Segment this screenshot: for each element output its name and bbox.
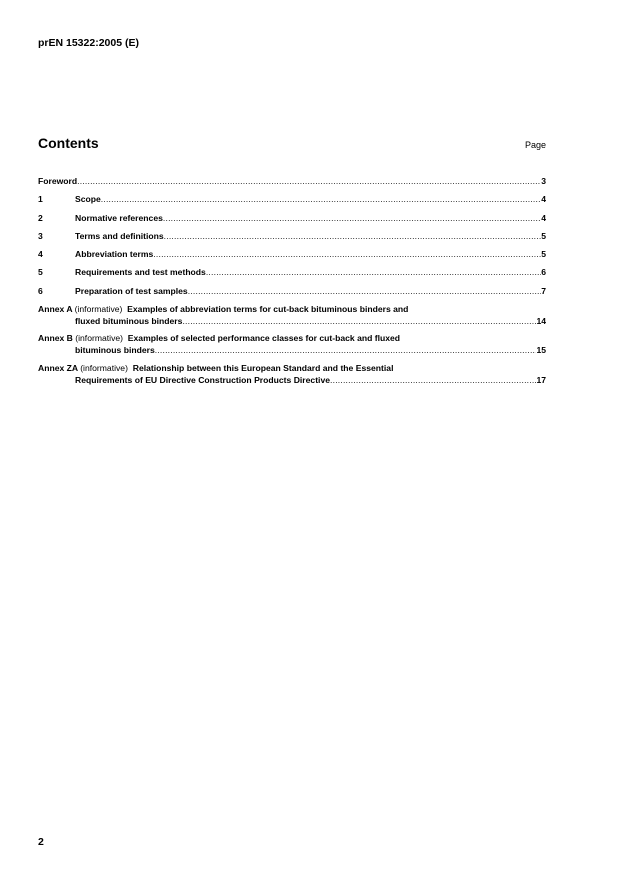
toc-entry-annex-za[interactable]: [38, 362, 546, 386]
leader-dots: [77, 175, 541, 188]
toc-entry-title: Normative references: [75, 212, 163, 223]
toc-entry-page: 7: [541, 285, 546, 296]
annex-label: Annex ZA: [38, 362, 78, 373]
leader-dots: [206, 266, 541, 279]
toc-entry-page: 6: [541, 267, 546, 278]
leader-dots: [153, 248, 541, 261]
annex-informative-note: (informative): [74, 304, 123, 315]
contents-title: Contents: [38, 135, 99, 151]
annex-informative-note: (informative): [75, 333, 124, 344]
toc-entry-abbreviation-terms[interactable]: [38, 248, 546, 261]
toc-entry-foreword[interactable]: [38, 175, 546, 188]
annex-title-line2: Requirements of EU Directive Construction Products Directive: [75, 374, 331, 385]
toc-entry-title: Preparation of test samples: [75, 285, 188, 296]
toc-entry-number: 4: [38, 249, 43, 260]
annex-title-line1: Examples of selected performance classes for cut-back and fluxed: [127, 333, 401, 344]
annex-title-line2: fluxed bituminous binders: [75, 316, 183, 327]
toc-entry-title: Foreword: [38, 176, 78, 186]
annex-informative-note: (informative): [80, 362, 128, 373]
toc-entry-number: 1: [38, 194, 43, 205]
toc-entry-page: 15: [536, 345, 546, 356]
toc-entry-title: Scope: [75, 194, 101, 205]
annex-title-line1: Relationship between this European Standard and the Essential: [132, 362, 394, 373]
toc-entry-page: 14: [536, 316, 546, 327]
leader-dots: [182, 315, 536, 327]
annex-title-line1: Examples of abbreviation terms for cut-back bituminous binders and: [127, 304, 409, 315]
toc-entry-page: 5: [541, 249, 546, 260]
toc-entry-page: 17: [536, 374, 546, 385]
toc-entry-scope[interactable]: [38, 193, 546, 206]
annex-label: Annex B: [38, 333, 73, 344]
leader-dots: [188, 285, 542, 298]
contents-header: [38, 135, 546, 151]
toc-entry-page: 4: [541, 194, 546, 205]
toc-entry-title: Abbreviation terms: [75, 249, 154, 260]
toc-entry-number: 6: [38, 285, 43, 296]
toc-entry-title: Terms and definitions: [75, 230, 164, 241]
toc-entry-number: 5: [38, 267, 43, 278]
leader-dots: [163, 212, 541, 225]
annex-label: Annex A: [38, 304, 73, 315]
toc-entry-number: 2: [38, 212, 43, 223]
toc-entry-number: 3: [38, 230, 43, 241]
leader-dots: [101, 193, 541, 206]
document-identifier: prEN 15322:2005 (E): [38, 37, 139, 49]
toc-entry-page: 3: [541, 176, 546, 186]
toc-entry-annex-a[interactable]: [38, 303, 546, 327]
annex-title-line2: bituminous binders: [75, 345, 155, 356]
table-of-contents: [38, 175, 546, 391]
toc-entry-title: Requirements and test methods: [75, 267, 206, 278]
toc-entry-normative-references[interactable]: [38, 212, 546, 225]
page-column-label: Page: [524, 140, 546, 150]
leader-dots: [330, 374, 536, 386]
leader-dots: [164, 230, 542, 243]
toc-entry-requirements-and-test-methods[interactable]: [38, 266, 546, 279]
page-number: 2: [38, 836, 44, 848]
toc-entry-terms-and-definitions[interactable]: [38, 230, 546, 243]
leader-dots: [155, 344, 537, 356]
toc-entry-page: 5: [541, 230, 546, 241]
toc-entry-annex-b[interactable]: [38, 332, 546, 356]
toc-entry-preparation-of-test-samples[interactable]: [38, 285, 546, 298]
toc-entry-page: 4: [541, 212, 546, 223]
